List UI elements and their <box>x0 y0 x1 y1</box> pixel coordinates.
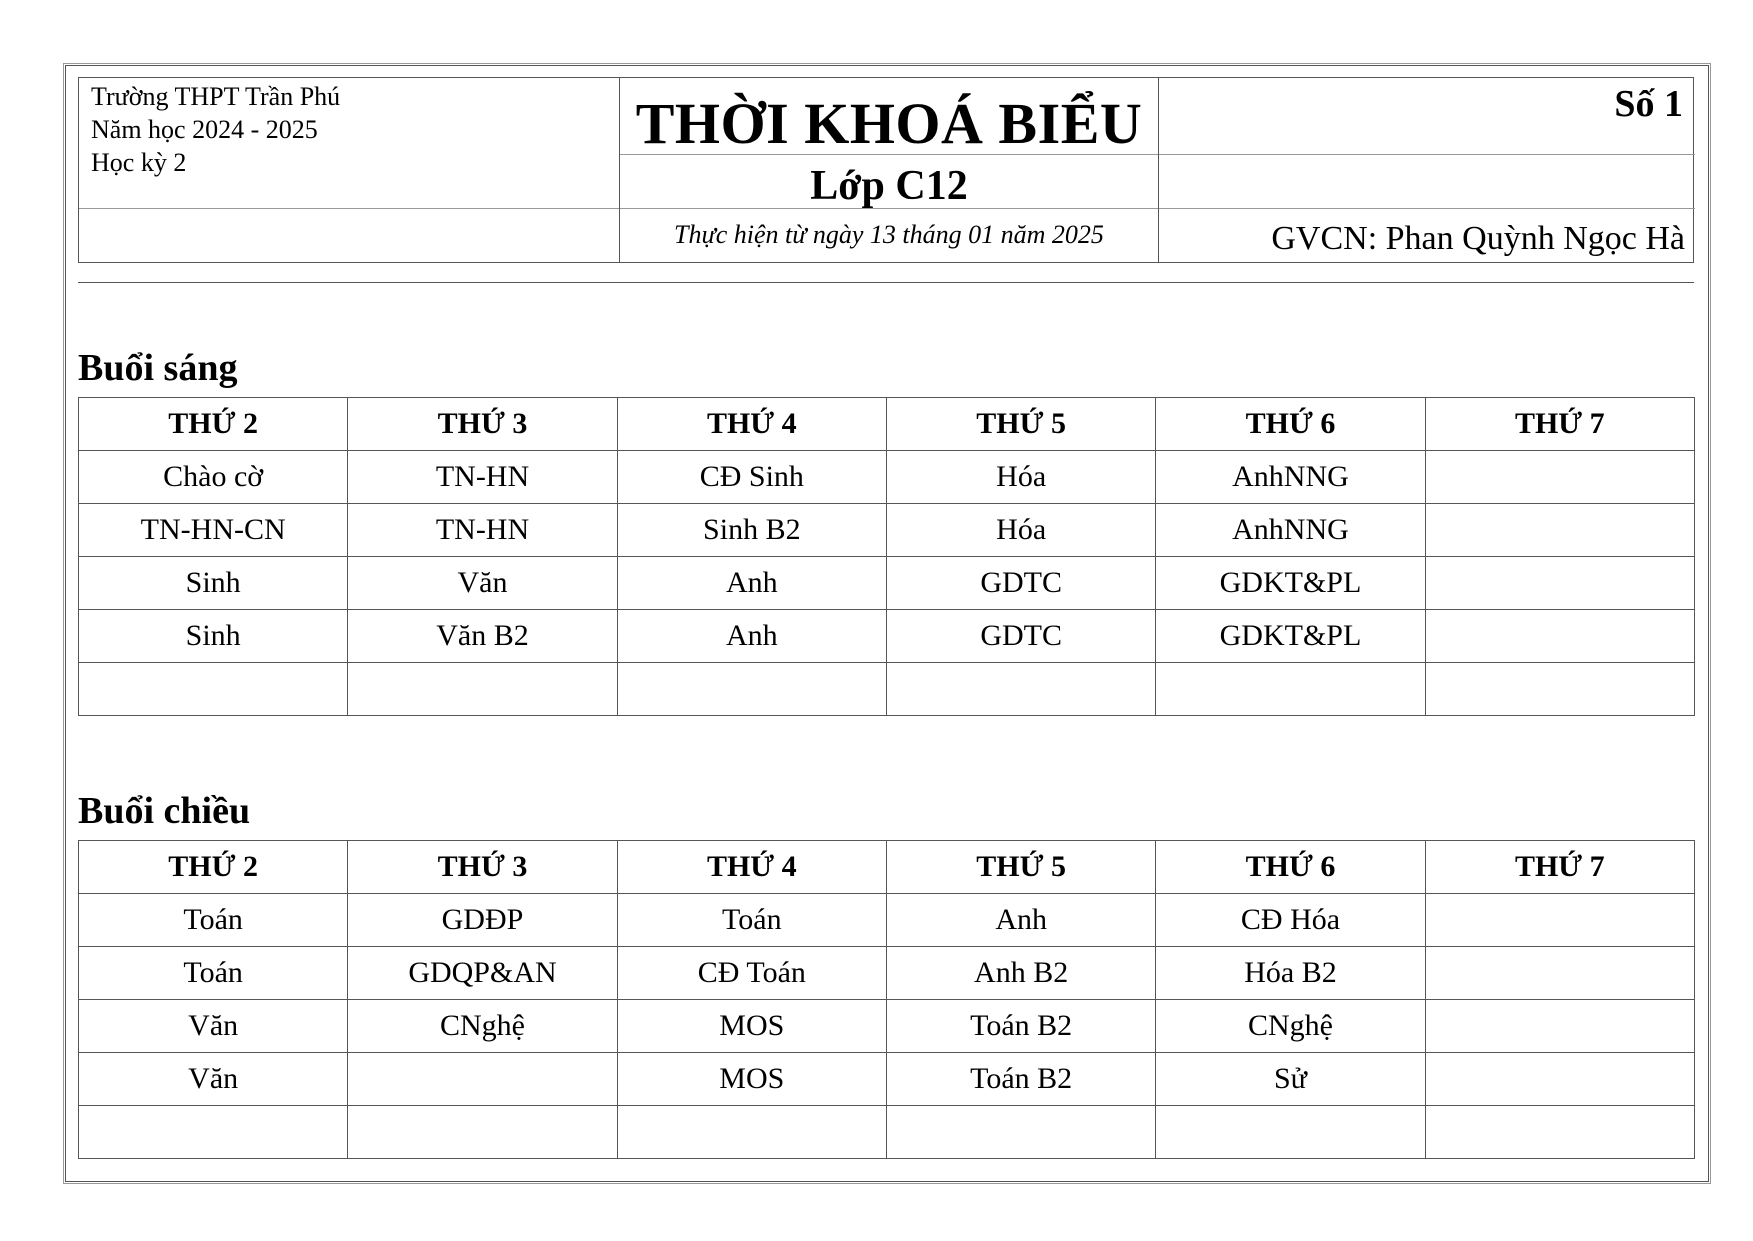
lesson-cell: Toán B2 <box>886 1053 1155 1106</box>
day-header: THỨ 4 <box>617 841 886 894</box>
document-number: Số 1 <box>1614 83 1683 125</box>
lesson-cell: TN-HN-CN <box>79 504 348 557</box>
lesson-cell: CĐ Toán <box>617 947 886 1000</box>
lesson-cell <box>1156 1106 1425 1159</box>
lesson-cell: Văn <box>79 1000 348 1053</box>
divider <box>79 208 619 209</box>
lesson-cell: GDTC <box>886 610 1155 663</box>
lesson-cell: Sinh B2 <box>617 504 886 557</box>
effective-date: Thực hiện từ ngày 13 tháng 01 năm 2025 <box>674 220 1104 249</box>
lesson-cell: Toán B2 <box>886 1000 1155 1053</box>
day-header: THỨ 5 <box>886 841 1155 894</box>
lesson-cell <box>886 663 1155 716</box>
day-header: THỨ 7 <box>1425 841 1694 894</box>
lesson-cell <box>1425 557 1694 610</box>
lesson-cell: MOS <box>617 1053 886 1106</box>
lesson-cell: CĐ Sinh <box>617 451 886 504</box>
lesson-cell <box>617 663 886 716</box>
day-header: THỨ 3 <box>348 398 617 451</box>
lesson-cell <box>348 663 617 716</box>
table-row <box>79 1053 1695 1106</box>
lesson-cell: Toán <box>79 894 348 947</box>
day-header: THỨ 6 <box>1156 398 1425 451</box>
class-name: Lớp C12 <box>810 163 968 209</box>
homeroom-teacher: GVCN: Phan Quỳnh Ngọc Hà <box>1271 220 1685 257</box>
table-row <box>79 1106 1695 1159</box>
lesson-cell: Anh <box>617 610 886 663</box>
lesson-cell: Hóa <box>886 504 1155 557</box>
lesson-cell: MOS <box>617 1000 886 1053</box>
lesson-cell: Văn B2 <box>348 610 617 663</box>
lesson-cell <box>1425 947 1694 1000</box>
school-info <box>79 78 619 262</box>
lesson-cell <box>1425 504 1694 557</box>
day-header: THỨ 2 <box>79 841 348 894</box>
lesson-cell: TN-HN <box>348 504 617 557</box>
divider <box>1159 208 1695 209</box>
table-row <box>79 557 1695 610</box>
lesson-cell: Anh B2 <box>886 947 1155 1000</box>
lesson-cell <box>1156 663 1425 716</box>
lesson-cell <box>1425 610 1694 663</box>
lesson-cell: Sinh <box>79 610 348 663</box>
timetable-header-row <box>79 841 1695 894</box>
day-header: THỨ 2 <box>79 398 348 451</box>
lesson-cell <box>1425 1106 1694 1159</box>
table-row <box>79 1000 1695 1053</box>
lesson-cell <box>1425 894 1694 947</box>
title-block <box>619 78 1159 262</box>
lesson-cell: GDQP&AN <box>348 947 617 1000</box>
school-year: Năm học 2024 - 2025 <box>91 115 318 144</box>
lesson-cell: Sử <box>1156 1053 1425 1106</box>
lesson-cell <box>886 1106 1155 1159</box>
lesson-cell: Văn <box>348 557 617 610</box>
day-header: THỨ 6 <box>1156 841 1425 894</box>
school-info-text <box>91 80 340 179</box>
lesson-cell <box>348 1053 617 1106</box>
afternoon-title: Buổi chiều <box>78 790 251 832</box>
lesson-cell: Anh <box>886 894 1155 947</box>
semester: Học kỳ 2 <box>91 148 187 177</box>
lesson-cell <box>1425 451 1694 504</box>
lesson-cell <box>617 1106 886 1159</box>
divider <box>620 208 1158 209</box>
lesson-cell: GDKT&PL <box>1156 610 1425 663</box>
afternoon-rows <box>79 894 1695 1159</box>
lesson-cell: CNghệ <box>1156 1000 1425 1053</box>
table-row <box>79 504 1695 557</box>
table-row <box>79 610 1695 663</box>
lesson-cell <box>1425 1053 1694 1106</box>
timetable-header-row <box>79 398 1695 451</box>
lesson-cell: Hóa B2 <box>1156 947 1425 1000</box>
lesson-cell <box>1425 1000 1694 1053</box>
lesson-cell <box>79 663 348 716</box>
lesson-cell <box>348 1106 617 1159</box>
lesson-cell: CĐ Hóa <box>1156 894 1425 947</box>
table-row <box>79 663 1695 716</box>
table-row <box>79 451 1695 504</box>
lesson-cell: Chào cờ <box>79 451 348 504</box>
morning-rows <box>79 451 1695 716</box>
afternoon-timetable <box>78 840 1695 1159</box>
lesson-cell: GDTC <box>886 557 1155 610</box>
lesson-cell: Văn <box>79 1053 348 1106</box>
table-row <box>79 947 1695 1000</box>
page-title: THỜI KHOÁ BIỂU <box>635 91 1143 156</box>
lesson-cell: TN-HN <box>348 451 617 504</box>
lesson-cell: Anh <box>617 557 886 610</box>
lesson-cell: Sinh <box>79 557 348 610</box>
day-header: THỨ 7 <box>1425 398 1694 451</box>
lesson-cell <box>1425 663 1694 716</box>
lesson-cell: GDKT&PL <box>1156 557 1425 610</box>
divider <box>620 154 1158 155</box>
lesson-cell <box>79 1106 348 1159</box>
lesson-cell: GDĐP <box>348 894 617 947</box>
morning-timetable <box>78 397 1695 716</box>
day-header: THỨ 5 <box>886 398 1155 451</box>
lesson-cell: Toán <box>79 947 348 1000</box>
lesson-cell: Hóa <box>886 451 1155 504</box>
day-header: THỨ 3 <box>348 841 617 894</box>
document-header <box>78 77 1694 263</box>
right-info <box>1159 78 1695 262</box>
school-name: Trường THPT Trần Phú <box>91 82 341 111</box>
lesson-cell: Toán <box>617 894 886 947</box>
lesson-cell: AnhNNG <box>1156 504 1425 557</box>
lesson-cell: CNghệ <box>348 1000 617 1053</box>
divider <box>1159 154 1695 155</box>
lesson-cell: AnhNNG <box>1156 451 1425 504</box>
morning-title: Buổi sáng <box>78 347 238 389</box>
header-separator <box>78 282 1694 283</box>
day-header: THỨ 4 <box>617 398 886 451</box>
table-row <box>79 894 1695 947</box>
